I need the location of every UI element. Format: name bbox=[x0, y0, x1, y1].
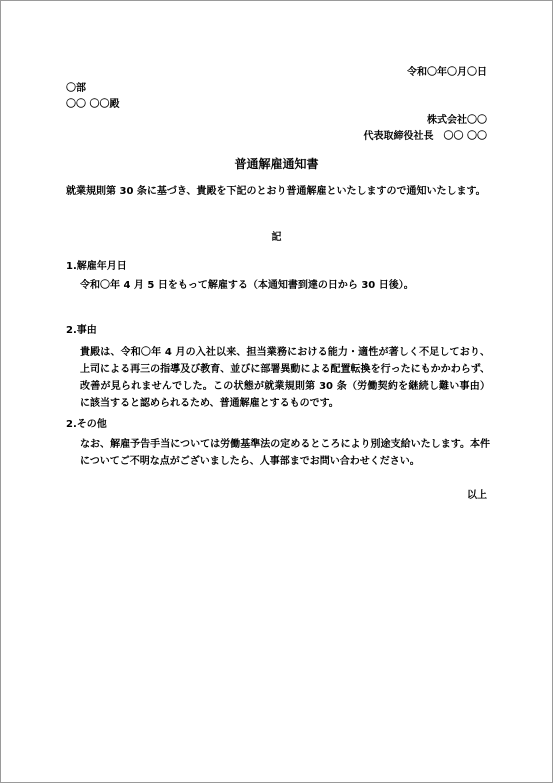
closing-mark: 以上 bbox=[467, 490, 487, 501]
recipient-department: 〇部 bbox=[66, 83, 86, 94]
section-heading-other: 2.その他 bbox=[66, 419, 107, 430]
section-body-other: なお、解雇予告手当については労働基準法の定めるところにより別途支給いたします。本件についてご不明な点がございましたら、人事部までお問い合わせください。 bbox=[80, 439, 490, 467]
section-heading-reason: 2.事由 bbox=[66, 325, 97, 336]
document-title: 普通解雇通知書 bbox=[234, 157, 319, 171]
recipient-name: 〇〇 〇〇殿 bbox=[66, 99, 120, 110]
sender-company: 株式会社〇〇 bbox=[427, 115, 487, 126]
section-body-dismissal-date: 令和〇年 4 月 5 日をもって解雇する（本通知書到達の日から 30 日後）。 bbox=[80, 280, 414, 291]
ki-heading: 記 bbox=[271, 232, 282, 243]
section-body-reason: 貴殿は、令和〇年 4 月の入社以来、担当業務における能力・適性が著しく不足しており、上司による再三の指導及び教育、並びに部署異動による配置転換を行ったにもかかわらず、改善が見られませんでした。この状態が就業規則第 30 条（労働契約を継続し難い事由）に該当すると認められるため、普通解雇とするものです。 bbox=[80, 347, 490, 409]
issue-date: 令和〇年〇月〇日 bbox=[407, 67, 487, 78]
sender-representative: 代表取締役社長 〇〇 〇〇 bbox=[363, 131, 487, 142]
section-heading-dismissal-date: 1.解雇年月日 bbox=[66, 261, 127, 272]
intro-paragraph: 就業規則第 30 条に基づき、貴殿を下記のとおり普通解雇といたしますので通知いたします。 bbox=[66, 186, 486, 197]
